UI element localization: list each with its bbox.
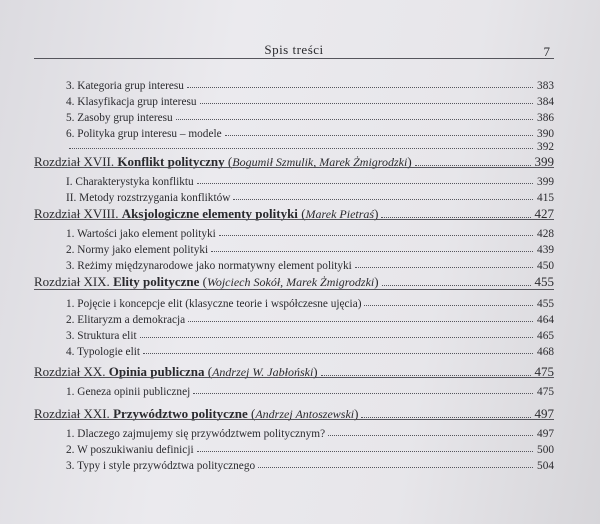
page-number: 7 bbox=[543, 44, 550, 59]
entry-page-number: 439 bbox=[537, 244, 554, 256]
toc-entry bbox=[0, 137, 600, 153]
entry-label: 2. W poszukiwaniu definicji bbox=[66, 444, 194, 456]
entry-page-number: 392 bbox=[537, 141, 554, 153]
dot-leader bbox=[200, 103, 534, 104]
entry-page-number: 504 bbox=[537, 460, 554, 472]
dot-leader bbox=[328, 435, 533, 436]
toc-entry bbox=[0, 240, 600, 256]
chapter-authors: Marek Pietraś bbox=[305, 207, 375, 221]
entry-label: 4. Typologie elit bbox=[66, 346, 140, 358]
dot-leader bbox=[176, 119, 533, 120]
running-header bbox=[34, 38, 554, 59]
entry-label: 3. Struktura elit bbox=[66, 330, 137, 342]
chapter-number: Rozdział XXI. bbox=[34, 406, 114, 421]
entry-page-number: 464 bbox=[537, 314, 554, 326]
entry-label: 4. Klasyfikacja grup interesu bbox=[66, 96, 197, 108]
entry-page-number: 465 bbox=[537, 330, 554, 342]
header-title: Spis treści bbox=[264, 42, 324, 57]
entry-page-number: 428 bbox=[537, 228, 554, 240]
chapter-number: Rozdział XVII. bbox=[34, 154, 118, 169]
entry-page-number: 497 bbox=[534, 406, 554, 421]
toc-entry bbox=[0, 294, 600, 310]
dot-leader bbox=[143, 353, 533, 354]
dot-leader bbox=[193, 393, 533, 394]
entry-label: 2. Normy jako element polityki bbox=[66, 244, 209, 256]
dot-leader bbox=[211, 251, 533, 252]
chapter-number: Rozdział XIX. bbox=[34, 274, 114, 289]
entry-label: 1. Pojęcie i koncepcje elit (klasyczne teorie i współczesne ujęcia) bbox=[66, 298, 362, 310]
toc-entry bbox=[0, 456, 600, 472]
entry-page-number: 415 bbox=[537, 192, 554, 204]
chapter-title: Elity polityczne bbox=[113, 274, 200, 289]
chapter-number: Rozdział XVIII. bbox=[34, 206, 122, 221]
entry-label: 1. Wartości jako element polityki bbox=[66, 228, 216, 240]
chapter-number: Rozdział XX. bbox=[34, 364, 109, 379]
toc-entry bbox=[0, 424, 600, 440]
entry-label: Rozdział XVII. Konflikt polityczny (Bogumił Szmulik, Marek Żmigrodzki) bbox=[34, 154, 412, 169]
entry-page-number: 497 bbox=[537, 428, 554, 440]
entry-page-number: 455 bbox=[537, 298, 554, 310]
dot-leader bbox=[355, 267, 533, 268]
dot-leader bbox=[225, 135, 533, 136]
toc-entry bbox=[0, 92, 600, 108]
entry-page-number: 399 bbox=[534, 154, 554, 169]
dot-leader bbox=[361, 417, 530, 418]
chapter-rule bbox=[34, 377, 554, 378]
entry-label: II. Metody rozstrzygania konfliktów bbox=[66, 192, 231, 204]
dot-leader bbox=[258, 467, 533, 468]
dot-leader bbox=[321, 375, 531, 376]
entry-label: 3. Reżimy międzynarodowe jako normatywny element polityki bbox=[66, 260, 352, 272]
entry-page-number: 383 bbox=[537, 80, 554, 92]
toc-entry bbox=[0, 310, 600, 326]
entry-page-number: 468 bbox=[537, 346, 554, 358]
dot-leader bbox=[381, 217, 530, 218]
entry-label: 1. Dlaczego zajmujemy się przywództwem politycznym? bbox=[66, 428, 326, 440]
chapter-rule bbox=[34, 167, 554, 168]
dot-leader bbox=[187, 87, 533, 88]
dot-leader bbox=[140, 337, 533, 338]
toc-entry bbox=[0, 256, 600, 272]
entry-page-number: 475 bbox=[534, 364, 554, 379]
dot-leader bbox=[197, 183, 533, 184]
dot-leader bbox=[219, 235, 533, 236]
entry-label: 6. Polityka grup interesu – modele bbox=[66, 128, 222, 140]
entry-label: 3. Typy i style przywództwa politycznego bbox=[66, 460, 256, 472]
toc-entry bbox=[0, 326, 600, 342]
toc-entry bbox=[0, 224, 600, 240]
dot-leader bbox=[364, 305, 533, 306]
entry-label: I. Charakterystyka konfliktu bbox=[66, 176, 194, 188]
dot-leader bbox=[382, 285, 531, 286]
entry-label: Rozdział XX. Opinia publiczna (Andrzej W. Jabłoński) bbox=[34, 364, 318, 379]
entry-label: Rozdział XVIII. Aksjologiczne elementy polityki (Marek Pietraś) bbox=[34, 206, 379, 221]
toc-entry bbox=[0, 440, 600, 456]
entry-label: 2. Elitaryzm a demokracja bbox=[66, 314, 186, 326]
entry-label: Rozdział XIX. Elity polityczne (Wojciech Sokół, Marek Żmigrodzki) bbox=[34, 274, 379, 289]
entry-page-number: 384 bbox=[537, 96, 554, 108]
toc-entry bbox=[0, 188, 600, 204]
toc-entry bbox=[0, 108, 600, 124]
toc-entry bbox=[0, 342, 600, 358]
entry-page-number: 500 bbox=[537, 444, 554, 456]
chapter-title: Przywództwo polityczne bbox=[113, 406, 248, 421]
entry-page-number: 475 bbox=[537, 386, 554, 398]
dot-leader bbox=[415, 165, 531, 166]
entry-label: 3. Kategoria grup interesu bbox=[66, 80, 184, 92]
chapter-entry bbox=[0, 272, 600, 290]
dot-leader bbox=[69, 148, 533, 149]
entry-page-number: 390 bbox=[537, 128, 554, 140]
entry-page-number: 399 bbox=[537, 176, 554, 188]
chapter-title: Opinia publiczna bbox=[108, 364, 205, 379]
chapter-rule bbox=[34, 219, 554, 220]
chapter-title: Konflikt polityczny bbox=[117, 154, 225, 169]
entry-page-number: 386 bbox=[537, 112, 554, 124]
entry-label: 5. Zasoby grup interesu bbox=[66, 112, 173, 124]
toc-entry bbox=[0, 76, 600, 92]
chapter-authors: Bogumił Szmulik, Marek Żmigrodzki bbox=[232, 155, 408, 169]
chapter-authors: Andrzej W. Jabłoński bbox=[212, 365, 314, 379]
toc-entry bbox=[0, 172, 600, 188]
entry-page-number: 450 bbox=[537, 260, 554, 272]
chapter-rule bbox=[34, 289, 554, 290]
toc-entry bbox=[0, 382, 600, 398]
chapter-title: Aksjologiczne elementy polityki bbox=[121, 206, 298, 221]
entry-label: Rozdział XXI. Przywództwo polityczne (Andrzej Antoszewski) bbox=[34, 406, 359, 421]
chapter-authors: Wojciech Sokół, Marek Żmigrodzki bbox=[206, 275, 375, 289]
chapter-authors: Andrzej Antoszewski bbox=[255, 407, 355, 421]
entry-page-number: 455 bbox=[534, 274, 554, 289]
dot-leader bbox=[197, 451, 533, 452]
dot-leader bbox=[188, 321, 533, 322]
entry-page-number: 427 bbox=[534, 206, 554, 221]
dot-leader bbox=[233, 199, 533, 200]
chapter-rule bbox=[34, 419, 554, 420]
entry-label: 1. Geneza opinii publicznej bbox=[66, 386, 191, 398]
